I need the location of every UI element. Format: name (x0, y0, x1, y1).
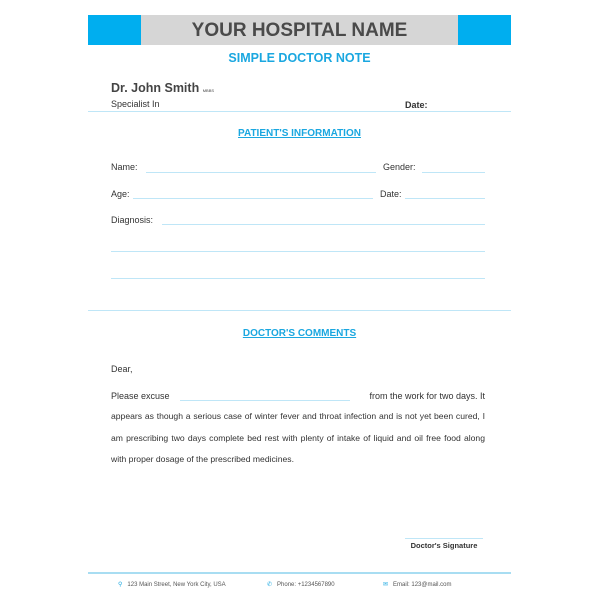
gender-label: Gender: (383, 162, 416, 172)
greeting: Dear, (111, 364, 133, 374)
age-field[interactable] (133, 198, 373, 199)
diagnosis-field[interactable] (162, 224, 485, 225)
location-pin-icon: ⚲ (118, 582, 123, 588)
patient-date-field[interactable] (405, 198, 485, 199)
header-accent-right (458, 15, 511, 45)
footer-divider (88, 572, 511, 574)
patient-info-heading: PATIENT'S INFORMATION (238, 128, 361, 139)
footer-email (383, 581, 451, 588)
doctor-name (111, 81, 214, 95)
header-accent-left (88, 15, 141, 45)
signature-line[interactable] (405, 538, 483, 539)
gender-field[interactable] (422, 172, 485, 173)
name-label: Name: (111, 162, 138, 172)
envelope-icon: ✉ (383, 582, 389, 588)
doctor-degree: MBBS (202, 88, 215, 93)
name-field[interactable] (146, 172, 376, 173)
divider (88, 310, 511, 311)
footer-address (118, 581, 226, 588)
address-text: 123 Main Street, New York City, USA (127, 582, 226, 588)
comment-body: appears as though a serious case of winter fever and throat infection and is not yet been cured, I am prescribing two days complete bed rest with plenty of intake of liquid and oil free food along with proper dosage of the prescribed medicines. (111, 411, 485, 464)
phone-text: Phone: +1234567890 (277, 582, 335, 588)
signature-label: Doctor's Signature (410, 541, 478, 550)
doctors-comments-heading: DOCTOR'S COMMENTS (242, 328, 357, 339)
document-title: SIMPLE DOCTOR NOTE (228, 51, 371, 65)
doctor-date-label: Date: (405, 100, 428, 110)
divider (88, 111, 511, 112)
diagnosis-field-line-2[interactable] (111, 251, 485, 252)
email-text: Email: 123@mail.com (393, 582, 452, 588)
footer-phone (267, 581, 335, 588)
diagnosis-field-line-3[interactable] (111, 278, 485, 279)
patient-date-label: Date: (380, 189, 402, 199)
phone-icon: ✆ (267, 582, 273, 588)
age-label: Age: (111, 189, 130, 199)
excuse-suffix: from the work for two days. It (369, 391, 485, 401)
specialist-label: Specialist In (111, 99, 160, 109)
doctor-name-text: Dr. John Smith (111, 81, 200, 95)
hospital-name: YOUR HOSPITAL NAME (141, 15, 458, 45)
diagnosis-label: Diagnosis: (111, 215, 154, 225)
patient-name-field[interactable] (180, 400, 350, 401)
excuse-prefix: Please excuse (111, 391, 170, 401)
